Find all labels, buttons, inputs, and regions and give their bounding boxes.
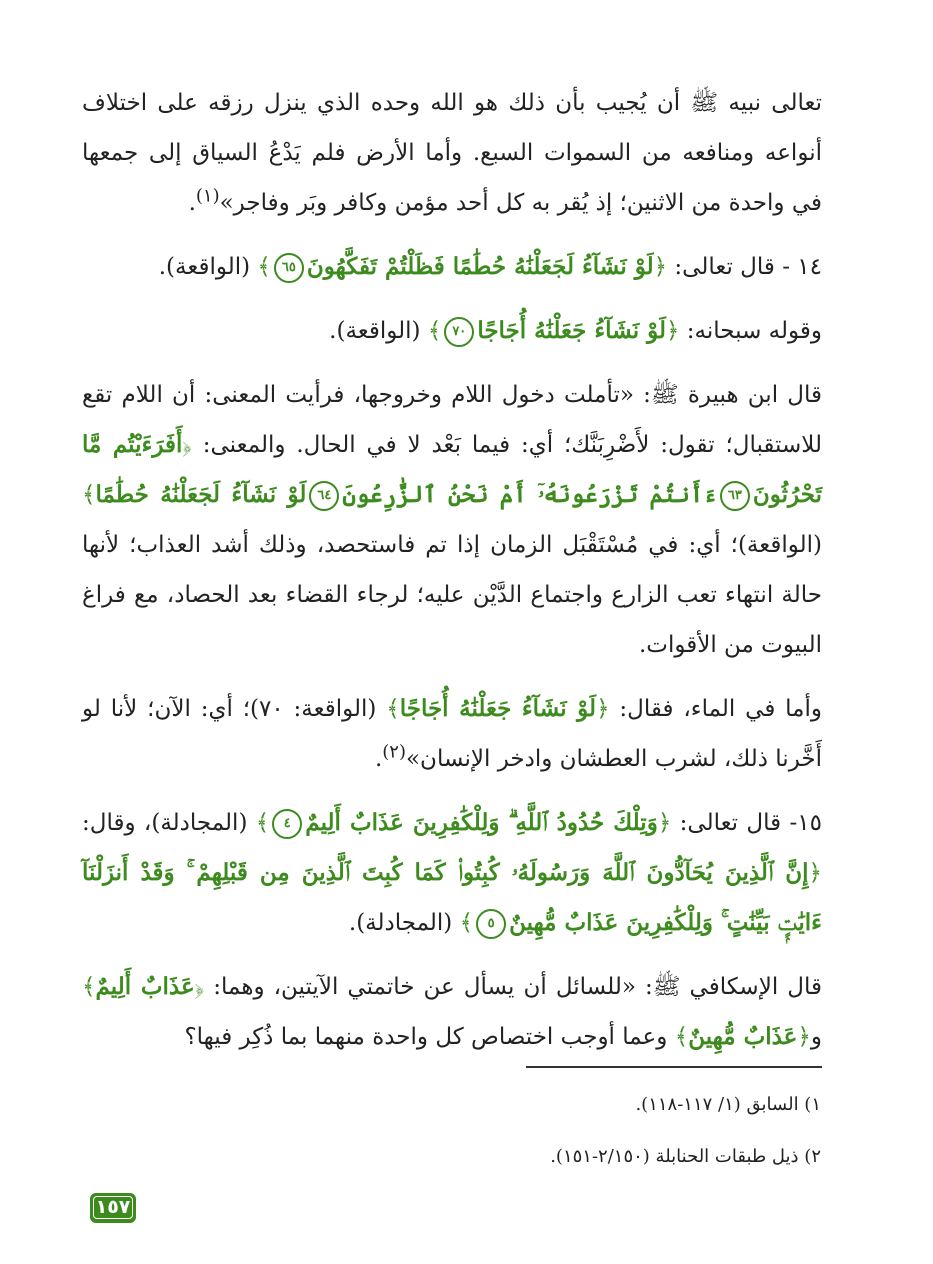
- para-15-verse: [82, 798, 822, 948]
- ayah-number-icon: ٧٠: [444, 317, 474, 347]
- footnote-separator: [526, 1066, 822, 1068]
- quran-bracket: ﴿: [182, 432, 192, 458]
- para-ibn-hubayra: [82, 370, 822, 670]
- ayah-number-icon: ٥: [476, 909, 506, 939]
- ayah-number-icon: ٦٥: [274, 253, 304, 283]
- para-14-verse2: [82, 306, 822, 356]
- quran-bracket: ﴿: [653, 254, 668, 280]
- quran-verse-text: لَوْ نَشَآءُ جَعَلْنَٰهُ أُجَاجًا: [399, 695, 597, 722]
- body-text: تعالى نبيه ﷺ أن يُجيب بأن ذلك هو الله وحده الذي ينزل رزقه على اختلاف أنواعه ومنافعه من السموات السبع. وأما الأرض فلم يَدْعُ السياق إلى جمعها في واحدة من الاثنين؛ إذ يُقر به كل أحد مؤمن وكافر وبَر وفاجر»: [82, 90, 822, 216]
- quran-verse-text: وَتِلْكَ حُدُودُ ٱللَّهِ ۗ وَلِلْكَٰفِرِينَ عَذَابٌ أَلِيمٌ: [305, 809, 658, 836]
- page-number-badge: [90, 1193, 136, 1223]
- para-intro-tail: [82, 78, 822, 228]
- quran-bracket: ﴾: [386, 696, 400, 722]
- body-text: وعما أوجب اختصاص كل واحدة منهما بما ذُكِر فيها؟: [184, 1024, 675, 1050]
- footnote-1: ١) السابق (١/ ١١٧-١١٨).: [635, 1094, 821, 1115]
- ayah-number-icon: ٦٤: [309, 481, 339, 511]
- body-text: (الواقعة).: [329, 318, 428, 344]
- quran-bracket: ﴾: [427, 318, 442, 344]
- quran-bracket: ﴾: [255, 810, 270, 836]
- para-iskafi: [82, 962, 822, 1062]
- quran-verse-text: لَوْ نَشَآءُ لَجَعَلْنَٰهُ حُطَٰمًا: [95, 481, 307, 508]
- quran-bracket: ﴾: [674, 1024, 689, 1050]
- quran-bracket: ﴿: [194, 974, 205, 1000]
- quran-bracket: ﴿: [657, 810, 672, 836]
- quran-bracket: ﴾: [257, 254, 271, 280]
- quran-verse-text: لَوْ نَشَآءُ لَجَعَلْنَٰهُ حُطَٰمًا فَظَلْتُمْ تَفَكَّهُونَ: [306, 253, 654, 280]
- body-text: (الواقعة)؛ أي: في مُسْتَقْبَل الزمان إذا تم فاستحصد، وذلك أشد العذاب؛ لأنها حالة انتهاء تعب الزارع واجتماع الدَّيْن عليه؛ لرجاء القضاء بعد الحصاد، مع فراغ البيوت من الأقوات.: [82, 532, 822, 658]
- quran-bracket: ﴿: [797, 1024, 811, 1050]
- body-text: (الواقعة: ٧٠)؛ أي: الآن؛ لأنا لو أَخَّرنا ذلك، لشرب العطشان وادخر الإنسان»: [82, 696, 822, 772]
- body-text: (الواقعة).: [158, 254, 258, 280]
- quran-bracket: ﴾: [82, 482, 96, 508]
- body-text: (المجادلة).: [348, 910, 460, 936]
- quran-verse-text: عَذَابٌ أَلِيمٌ: [95, 973, 195, 1000]
- quran-bracket: ﴾: [82, 974, 96, 1000]
- body-text: (المجادلة)، وقال:: [82, 810, 256, 836]
- quran-verse-text: عَذَابٌ مُّهِينٌ: [688, 1023, 798, 1050]
- page-number: ١٥٧: [93, 1196, 133, 1219]
- footnote-reference: (٢): [382, 741, 406, 763]
- page-body: [82, 78, 822, 1062]
- ayah-number-icon: ٤: [272, 809, 302, 839]
- quran-bracket: ﴾: [459, 910, 474, 936]
- quran-bracket: ﴿: [808, 860, 822, 886]
- quran-verse-text: أَفَرَءَيْتُم مَّا تَحْرُثُونَ: [82, 431, 822, 508]
- para-14-verse: [82, 242, 822, 292]
- para-water: [82, 684, 822, 784]
- quran-bracket: ﴿: [596, 696, 610, 722]
- footnote-2: ٢) ذيل طبقات الحنابلة (٢/١٥٠-١٥١).: [550, 1146, 821, 1167]
- ayah-number-icon: ٦٣: [720, 481, 750, 511]
- body-text: ١٥- قال تعالى:: [671, 810, 822, 836]
- quran-verse-text: إِنَّ ٱلَّذِينَ يُحَآدُّونَ ٱللَّهَ وَرَسُولَهُۥ كُبِتُوا۟ كَمَا كُبِتَ ٱلَّذِينَ مِن قَبْلِهِمْ ۚ وَقَدْ أَنزَلْنَآ ءَايَٰتٍۭ بَيِّنَٰتٍ ۚ وَلِلْكَٰفِرِينَ عَذَابٌ مُّهِينٌ: [82, 859, 822, 936]
- body-text: .: [188, 190, 196, 216]
- footnote-reference: (١): [195, 185, 220, 207]
- body-text: .: [374, 746, 383, 772]
- quran-verse-text: ءَأَنتُمْ تَزْرَعُونَهُۥٓ أَمْ نَحْنُ ٱلزَّٰرِعُونَ: [342, 481, 717, 508]
- body-text: قال الإسكافي ﷺ: «للسائل أن يسأل عن خاتمتي الآيتين، وهما:: [204, 974, 822, 1000]
- body-text: قال ابن هبيرة ﷺ: «تأملت دخول اللام وخروجها، فرأيت المعنى: أن اللام تقع للاستقبال؛ تقول: لأَضْرِبَنَّك؛ أي: فيما بَعْد لا في الحال. والمعنى:: [82, 382, 822, 458]
- body-text: وأما في الماء، فقال:: [609, 696, 823, 722]
- quran-verse-text: لَوْ نَشَآءُ جَعَلْنَٰهُ أُجَاجًا: [477, 317, 667, 344]
- quran-bracket: ﴿: [666, 318, 680, 344]
- body-text: و: [810, 1024, 822, 1050]
- body-text: وقوله سبحانه:: [679, 318, 822, 344]
- body-text: ١٤ - قال تعالى:: [667, 254, 822, 280]
